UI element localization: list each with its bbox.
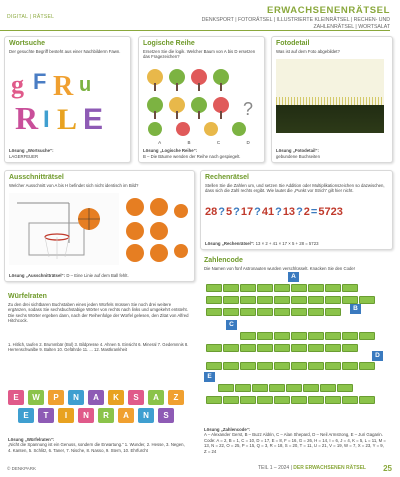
code-chip — [206, 362, 222, 370]
code-chip — [342, 344, 358, 352]
letter-cube: A — [88, 390, 104, 405]
page-title: ERWACHSENENRÄTSEL — [267, 5, 390, 16]
ausschnitt-pieces — [126, 198, 188, 262]
code-chip — [274, 396, 290, 404]
wuerfel-answer-text: „Nicht die Spannung ist ein Genuss, sondern die Erwartung.“ 1. Wunder, 2. Hesse, 3. Negen, 4. Kanten, 5. Schlitz, 6. Taner, 7. Nische, 8. Nasso, 9. Stern, 10. Ehrfurcht — [8, 442, 185, 453]
option-a: A — [158, 140, 162, 145]
code-chip — [274, 284, 290, 292]
letter-cube: E — [8, 390, 24, 405]
code-chip — [291, 362, 307, 370]
logische-reihe-answer-text: B – Die Bäume wenden der Reihe nach gespiegelt. — [143, 153, 241, 159]
eq-term: 5 — [225, 206, 233, 218]
code-chip — [308, 308, 324, 316]
code-chip — [308, 396, 324, 404]
code-chip — [308, 284, 324, 292]
fotodetail-answer — [276, 148, 388, 159]
code-chip — [359, 332, 375, 340]
letter-cube: E — [18, 408, 34, 423]
ausschnitt-card — [4, 170, 195, 282]
option-c: C — [216, 140, 221, 145]
code-chip — [223, 296, 239, 304]
code-chip — [257, 396, 273, 404]
code-chip — [308, 332, 324, 340]
letter-cube: N — [68, 390, 84, 405]
code-chip — [257, 332, 273, 340]
code-chip — [291, 396, 307, 404]
rechenraetsel-question: Stellen Sie die Zahlen um, und setzen Sie Addition oder Multiplikationszeichen so dazwischen, dass sich die Zahl rechts ergibt. Wie lautet die „Punkt vor Strich“ gilt hier nicht. — [205, 183, 385, 194]
logische-reihe-answer — [143, 148, 260, 159]
page-number: 25 — [383, 464, 392, 473]
wuerfel-answer-label: Lösung „Würfelraten“: — [8, 436, 55, 442]
svg-text:E: E — [83, 103, 104, 136]
svg-text:F: F — [33, 69, 47, 94]
code-chip — [240, 284, 256, 292]
fotodetail-question: Was ist auf dem Foto abgebildet? — [276, 49, 340, 54]
letter-cube: A — [148, 390, 164, 405]
code-chip — [240, 344, 256, 352]
eq-term: 17 — [240, 206, 254, 218]
code-chip — [240, 362, 256, 370]
rechenraetsel-equation — [205, 206, 344, 218]
zahlencode-card — [200, 254, 391, 456]
ausschnitt-title: Ausschnitträtsel — [9, 174, 64, 181]
code-chip — [359, 296, 375, 304]
zahlencode-answer-label: Lösung „Zahlencode“: — [204, 426, 251, 432]
code-chip — [342, 284, 358, 292]
eq-term: 41 — [261, 206, 275, 218]
code-chip — [286, 384, 302, 392]
code-chip — [291, 308, 307, 316]
wortsuche-answer-label: Lösung „Wortsuche“: — [9, 148, 54, 154]
fotodetail-photo — [276, 59, 384, 133]
code-chip — [291, 344, 307, 352]
code-chip — [325, 396, 341, 404]
footer-issue — [258, 465, 366, 471]
code-chip — [240, 296, 256, 304]
code-chip — [359, 362, 375, 370]
ausschnitt-answer-text: D – Eine Linie auf dem Ball fehlt. — [66, 272, 129, 278]
svg-text:R: R — [53, 71, 74, 102]
logische-reihe-trees — [143, 59, 261, 139]
zahlencode-answer-text: A – Alexander Gerst, B – Buzz Aldrin, C – Alan Shepard, D – Neil Armstrong, E – Juri Gagarin. Code: A = 2, B = 1, C = 10, D = 17, E = 8, F = 16, G = 26, H = 14, I = 6, J = 4, K = 5, L = 11, M = 13, N = 22, O = 25, P = 15, Q = 3, R = 18, S = 20, T = 11, U = 21, V = 19, W = 7, X = 23, Y = 9, Z = 24 — [204, 432, 386, 454]
code-chip — [291, 284, 307, 292]
code-chip — [257, 308, 273, 316]
code-chip — [257, 362, 273, 370]
ausschnitt-basketball-image — [9, 193, 189, 265]
wortsuche-answer — [9, 148, 126, 159]
code-chip — [342, 362, 358, 370]
code-chip — [359, 396, 375, 404]
eq-term: 13 — [282, 206, 296, 218]
logische-reihe-card — [138, 36, 265, 163]
fotodetail-title: Fotodetail — [276, 40, 310, 47]
code-chip — [206, 344, 222, 352]
wortsuche-answer-text: LAGERFEUER — [9, 153, 39, 159]
letter-cube: Z — [168, 390, 184, 405]
tree-row-1 — [147, 69, 229, 91]
letter-cube: I — [58, 408, 74, 423]
code-chip — [308, 296, 324, 304]
code-chip — [218, 384, 234, 392]
eq-term: 28 — [205, 206, 218, 218]
footer-issue-prefix: TEIL 1 – 2024 | — [257, 465, 292, 471]
code-chip — [342, 332, 358, 340]
code-chip — [206, 296, 222, 304]
letter-cube: S — [128, 390, 144, 405]
code-chip — [325, 284, 341, 292]
zahlencode-question: Die Namen von fünf Astronauten wurden verschlüsselt. Knacken Sie den Code! — [204, 266, 355, 271]
code-chip — [257, 296, 273, 304]
letter-cube: T — [38, 408, 54, 423]
code-chip — [291, 332, 307, 340]
code-chip — [252, 384, 268, 392]
footer-issue-highlight: DER ERWACHSENEN RÄTSEL — [293, 465, 366, 471]
rechenraetsel-answer — [205, 241, 388, 246]
tree-row-2 — [147, 97, 229, 119]
logische-reihe-question: Ersetzen Sie die logik. Welcher Baum von A bis D ersetzen das Fragezeichen? — [143, 49, 256, 60]
fotodetail-card — [271, 36, 393, 163]
wuerfel-answer — [8, 437, 189, 453]
page-subtitle: DENKSPORT | FOTORÄTSEL | ILLUSTRIERTE KLEINRÄTSEL | RECHEN- UND ZAHLENRÄTSEL | WORTSALAT — [201, 17, 390, 30]
code-chip — [269, 384, 285, 392]
code-chip — [325, 362, 341, 370]
code-chip — [308, 362, 324, 370]
svg-text:R: R — [15, 100, 39, 136]
footer-copyright: © DENKPARK — [7, 466, 36, 471]
logische-reihe-title: Logische Reihe — [143, 40, 195, 47]
rechenraetsel-answer-text: 13 × 2 + 41 × 17 × 5 + 28 = 5723 — [255, 240, 319, 246]
letter-cube: A — [118, 408, 134, 423]
code-chip — [223, 284, 239, 292]
letter-cube: N — [138, 408, 154, 423]
svg-text:I: I — [43, 106, 50, 133]
svg-text:u: u — [79, 74, 92, 96]
code-chip — [223, 344, 239, 352]
letter-cube: K — [108, 390, 124, 405]
row-marker-b: B — [350, 304, 361, 314]
code-chip — [308, 344, 324, 352]
code-chip — [240, 396, 256, 404]
code-chip — [274, 308, 290, 316]
wuerfel-card — [4, 290, 193, 456]
fotodetail-answer-text: gebundene Buchseiten — [276, 153, 320, 159]
letter-cube: N — [78, 408, 94, 423]
letter-cube: S — [158, 408, 174, 423]
wortsuche-title: Wortsuche — [9, 40, 46, 47]
logische-reihe-answer-label: Lösung „Logische Reihe“: — [143, 148, 198, 154]
rechenraetsel-title: Rechenrätsel — [205, 174, 249, 181]
code-chip — [274, 362, 290, 370]
tree-options — [148, 122, 246, 136]
letter-cube: R — [98, 408, 114, 423]
code-chip — [274, 344, 290, 352]
eq-result: 5723 — [318, 206, 343, 218]
code-chip — [240, 332, 256, 340]
wortsuche-letter-art — [9, 65, 119, 137]
eq-term: 2 — [303, 206, 310, 218]
option-d: D — [246, 140, 250, 145]
rechenraetsel-card — [200, 170, 393, 250]
zahlencode-title: Zahlencode — [204, 257, 243, 264]
zahlencode-answer — [204, 427, 387, 454]
wuerfel-hints: 1. Hitlich, taufen 2. Brummbär (Bol) 3. Bildpresse 4. Ahnen 5. Einsicht 6. Mineral 7. Gedemnnis 8. Herrenschwalbe 9. Balten 10. Gefährde 11. ... 12. Mastkrankheit — [8, 342, 189, 353]
code-chip — [291, 296, 307, 304]
fotodetail-answer-label: Lösung „Fotodetail“: — [276, 148, 319, 154]
code-chip — [303, 384, 319, 392]
row-marker-a: A — [288, 272, 299, 282]
code-chip — [257, 344, 273, 352]
code-chip — [342, 396, 358, 404]
code-chip — [320, 384, 336, 392]
code-chip — [337, 384, 353, 392]
letter-cube: P — [48, 390, 64, 405]
wortsuche-question: Der gesuchte Begriff besteht aus einer Nachbilderm Fawn. — [9, 49, 121, 54]
svg-text:L: L — [57, 103, 78, 136]
eq-op: ? — [254, 206, 261, 218]
code-chip — [235, 384, 251, 392]
row-marker-e: E — [204, 372, 215, 382]
code-chip — [325, 308, 341, 316]
eq-equals: = — [310, 206, 318, 218]
code-chip — [223, 362, 239, 370]
code-chip — [240, 308, 256, 316]
letter-cube: W — [28, 390, 44, 405]
eq-op: ? — [275, 206, 282, 218]
option-b: B — [187, 140, 191, 145]
code-chip — [342, 296, 358, 304]
code-chip — [206, 396, 222, 404]
code-chip — [325, 296, 341, 304]
wuerfel-title: Würfelraten — [8, 293, 47, 300]
code-chip — [206, 284, 222, 292]
code-chip — [257, 284, 273, 292]
rechenraetsel-answer-label: Lösung „Rechenrätsel“: — [205, 240, 255, 246]
section-tag: DIGITAL | RÄTSEL — [7, 14, 55, 20]
ausschnitt-answer — [9, 273, 190, 278]
row-marker-d: D — [372, 351, 383, 361]
eq-op: ? — [218, 206, 225, 218]
header-divider — [0, 30, 390, 31]
svg-text:g: g — [11, 70, 24, 99]
wuerfel-question: Zu den drei sichtbaren Buchstaben eines jeden Würfels müssen Sie noch drei weitere ergänzen, sodass Sie sechsbuchstabige Wörter von rechts nach links und umgekehrt entsteht. Die sechs Wörter ergeben dann, nach der Reihenfolge der Würfel gelesen, den Zitat von Alfred Hitchcock. — [8, 302, 189, 324]
code-chip — [274, 332, 290, 340]
ausschnitt-answer-label: Lösung „Ausschnitträtsel“: — [9, 272, 66, 278]
question-mark: ? — [243, 99, 254, 119]
code-chip — [223, 308, 239, 316]
wortsuche-card — [4, 36, 131, 163]
logische-reihe-option-labels — [145, 140, 263, 145]
row-marker-c: C — [226, 320, 237, 330]
eq-op: ? — [296, 206, 303, 218]
code-chip — [325, 332, 341, 340]
code-chip — [206, 308, 222, 316]
code-chip — [274, 296, 290, 304]
eq-op: ? — [233, 206, 240, 218]
ausschnitt-question: Welcher Ausschnitt von A bis H befindet sich nicht identisch im Bild? — [9, 183, 139, 188]
code-chip — [325, 344, 341, 352]
code-chip — [223, 396, 239, 404]
